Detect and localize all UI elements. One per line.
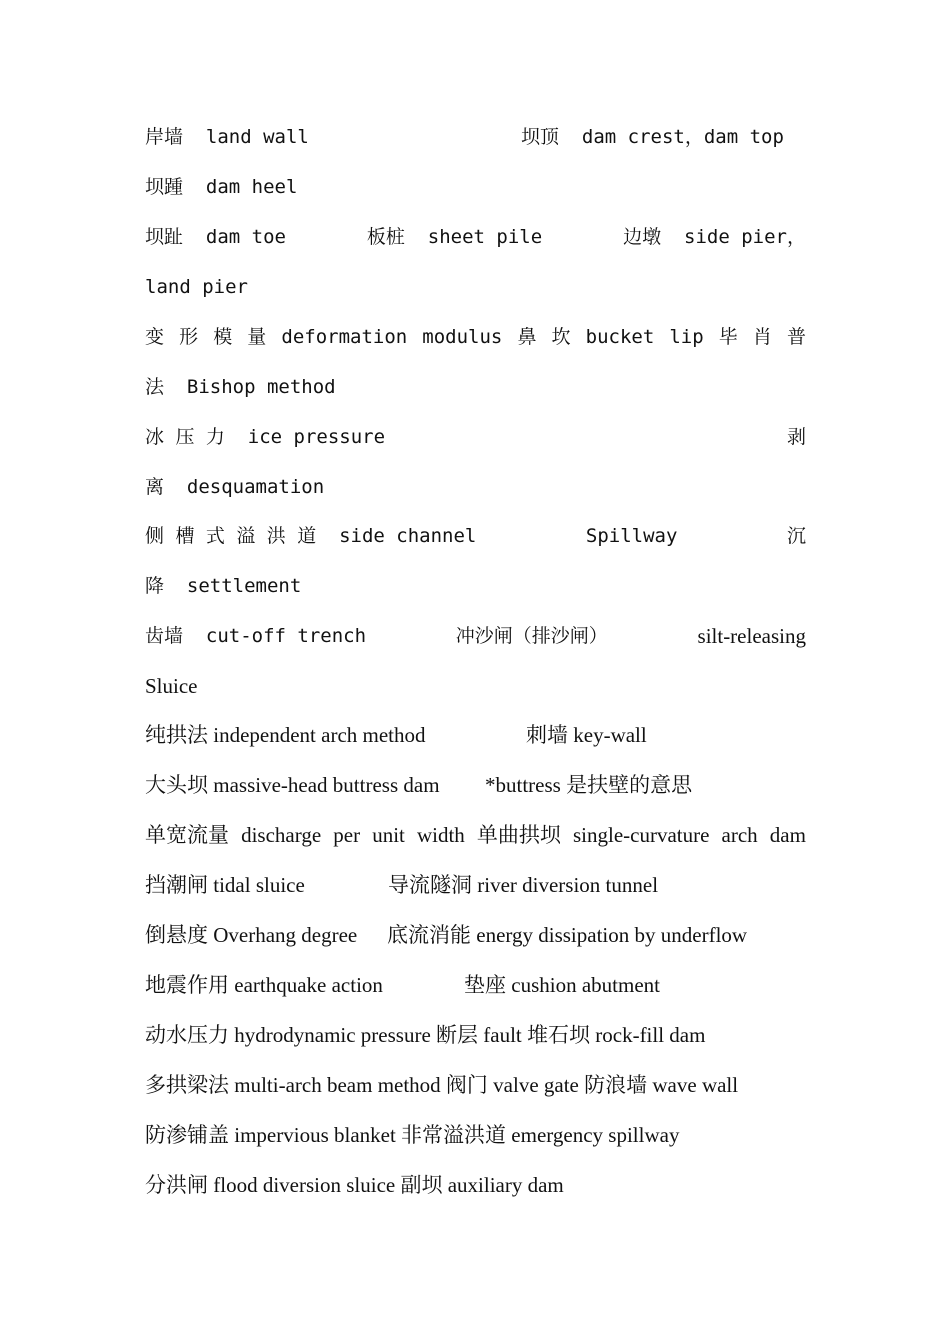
glossary-line <box>145 1070 806 1100</box>
glossary-term: arch <box>721 823 758 847</box>
glossary-term: 垫座 cushion abutment <box>464 973 660 997</box>
glossary-line <box>145 322 806 352</box>
glossary-term: Sluice <box>145 674 198 698</box>
glossary-term: 坝顶 dam crest，dam top <box>521 126 784 148</box>
glossary-term: 板桩 sheet pile <box>366 226 543 248</box>
glossary-term: 倒悬度 Overhang degree <box>145 923 358 947</box>
glossary-term: land pier <box>145 276 248 298</box>
glossary-line <box>145 571 806 601</box>
glossary-line <box>145 521 806 551</box>
glossary-term: 侧 槽 式 溢 洪 道 side channel <box>145 525 477 547</box>
glossary-term: 量 <box>247 326 267 348</box>
glossary-term: modulus <box>422 326 503 348</box>
glossary-term: 导流隧洞 river diversion tunnel <box>388 873 659 897</box>
glossary-line <box>145 920 806 950</box>
glossary-term: lip <box>669 326 704 348</box>
glossary-line <box>145 770 806 800</box>
glossary-term: single-curvature <box>573 823 710 847</box>
glossary-line <box>145 1120 806 1150</box>
glossary-term: Spillway <box>585 525 678 547</box>
glossary-term: 防渗铺盖 impervious blanket 非常溢洪道 emergency spillway <box>145 1123 680 1147</box>
glossary-term: 边墩 side pier， <box>623 226 806 248</box>
glossary-line <box>145 422 806 452</box>
glossary-term: 底流消能 energy dissipation by underflow <box>387 923 748 947</box>
glossary-term: 分洪闸 flood diversion sluice 副坝 auxiliary dam <box>145 1173 564 1197</box>
glossary-term: 坝趾 dam toe <box>145 226 286 248</box>
glossary-line <box>145 1170 806 1200</box>
glossary-term: 纯拱法 independent arch method <box>145 723 426 747</box>
glossary-term: 模 <box>213 326 233 348</box>
glossary-term: *buttress 是扶壁的意思 <box>485 773 693 797</box>
glossary-term: deformation <box>281 326 408 348</box>
glossary-term: per <box>333 823 361 847</box>
glossary-line <box>145 1020 806 1050</box>
glossary-line <box>145 122 806 152</box>
glossary-line <box>145 372 806 402</box>
glossary-term: 法 Bishop method <box>145 376 336 398</box>
glossary-line <box>145 222 806 252</box>
glossary-term: 沉 <box>786 525 806 547</box>
glossary-term: silt-releasing <box>697 624 806 648</box>
glossary-line <box>145 472 806 502</box>
glossary-line <box>145 621 806 651</box>
glossary-term: 动水压力 hydrodynamic pressure 断层 fault 堆石坝 rock-fill dam <box>145 1023 706 1047</box>
glossary-line <box>145 720 806 750</box>
glossary-term: 变 <box>145 326 165 348</box>
glossary-term: 齿墙 cut-off trench <box>145 625 367 647</box>
glossary-term: 冲沙闸（排沙闸） <box>455 625 608 647</box>
glossary-term: 形 <box>179 326 199 348</box>
glossary-term: unit <box>372 823 405 847</box>
glossary-term: 肖 <box>752 326 772 348</box>
glossary-term: 岸墙 land wall <box>145 126 309 148</box>
glossary-term: 降 settlement <box>145 575 302 597</box>
glossary-term: 刺墙 key-wall <box>526 723 647 747</box>
glossary-line <box>145 272 806 302</box>
glossary-term: 地震作用 earthquake action <box>145 973 383 997</box>
glossary-line <box>145 970 806 1000</box>
glossary-term: 挡潮闸 tidal sluice <box>145 873 305 897</box>
glossary-term: discharge <box>241 823 322 847</box>
glossary-term: 毕 <box>718 326 738 348</box>
glossary-line <box>145 820 806 850</box>
glossary-term: bucket <box>585 326 655 348</box>
glossary-term: 冰 压 力 ice pressure <box>145 426 386 448</box>
glossary-term: 多拱梁法 multi-arch beam method 阀门 valve gate 防浪墙 wave wall <box>145 1073 739 1097</box>
glossary-term: 普 <box>786 326 806 348</box>
glossary-term: dam <box>769 823 806 847</box>
glossary-line <box>145 671 806 701</box>
glossary-term: 坎 <box>551 326 571 348</box>
glossary-term: 剥 <box>786 426 806 448</box>
glossary-term: 离 desquamation <box>145 476 325 498</box>
glossary-term: width <box>416 823 465 847</box>
glossary-term: 鼻 <box>517 326 537 348</box>
glossary-line <box>145 870 806 900</box>
glossary-term: 单曲拱坝 <box>476 823 561 847</box>
glossary-term: 坝踵 dam heel <box>145 176 298 198</box>
glossary-term: 大头坝 massive-head buttress dam <box>145 773 440 797</box>
glossary-line <box>145 172 806 202</box>
glossary-term: 单宽流量 <box>145 823 229 847</box>
